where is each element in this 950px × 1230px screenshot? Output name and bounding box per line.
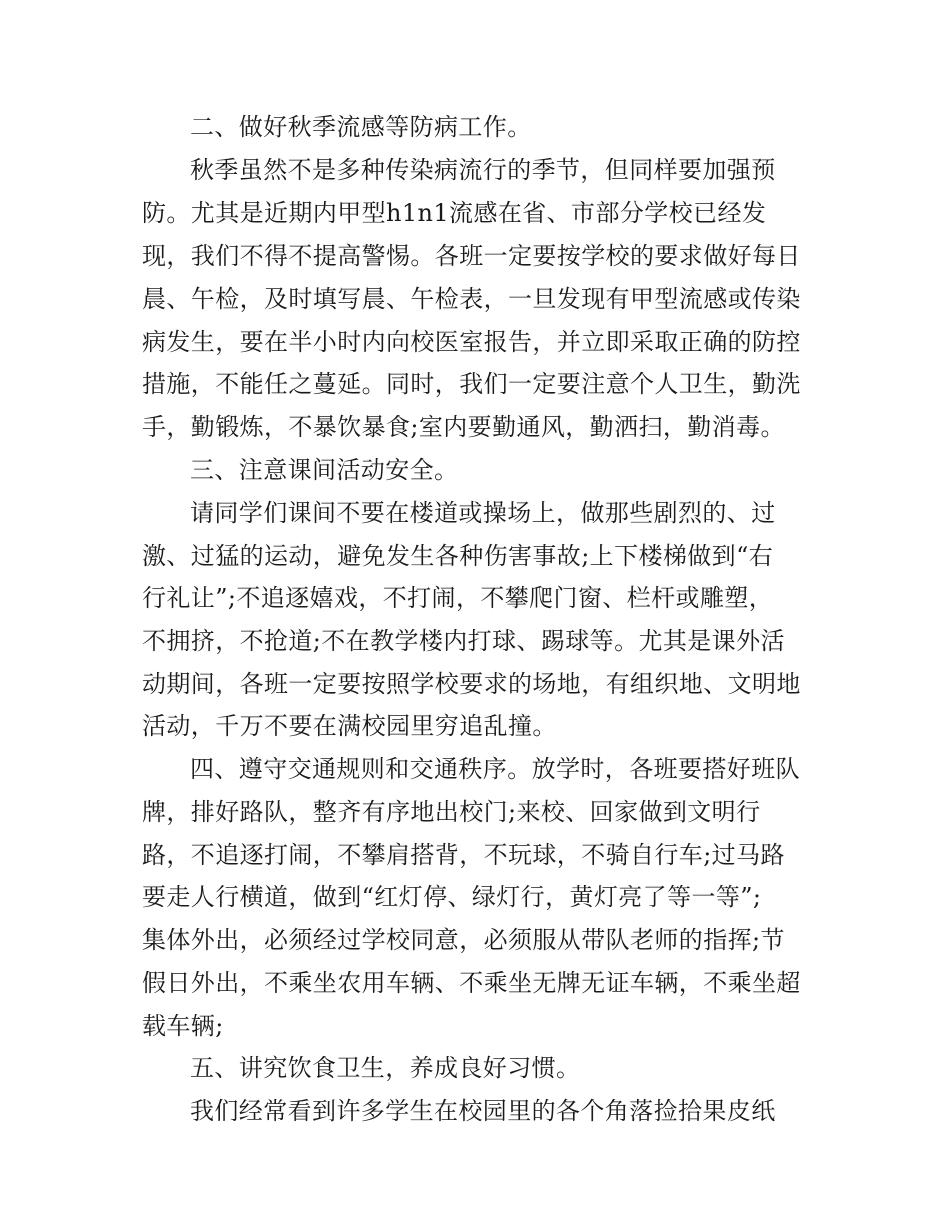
paragraph-line: 防。尤其是近期内甲型h1n1流感在省、市部分学校已经发	[142, 199, 767, 227]
paragraph-line: 我们经常看到许多学生在校园里的各个角落捡拾果皮纸	[190, 1097, 776, 1125]
paragraph-line: 不拥挤，不抢道;不在教学楼内打球、踢球等。尤其是课外活	[142, 627, 785, 655]
paragraph-line: 请同学们课间不要在楼道或操场上，做那些剧烈的、过	[190, 499, 776, 527]
heading-section-4: 四、遵守交通规则和交通秩序。放学时，各班要搭好班队	[190, 755, 800, 783]
paragraph-line: 行礼让”;不追逐嬉戏，不打闹，不攀爬门窗、栏杆或雕塑，	[142, 584, 774, 612]
paragraph-line: 要走人行横道，做到“红灯停、绿灯行，黄灯亮了等一等”;	[142, 883, 762, 911]
paragraph-line: 集体外出，必须经过学校同意，必须服从带队老师的指挥;节	[142, 926, 785, 954]
heading-section-3: 三、注意课间活动安全。	[190, 456, 459, 484]
paragraph-line: 激、过猛的运动，避免发生各种伤害事故;上下楼梯做到“右	[142, 542, 774, 570]
paragraph-line: 路，不追逐打闹，不攀肩搭背，不玩球，不骑自行车;过马路	[142, 841, 785, 869]
paragraph-line: 假日外出，不乘坐农用车辆、不乘坐无牌无证车辆，不乘坐超	[142, 969, 801, 997]
heading-section-2: 二、做好秋季流感等防病工作。	[190, 113, 532, 141]
heading-section-5: 五、讲究饮食卫生，养成良好习惯。	[190, 1054, 581, 1082]
paragraph-line: 病发生，要在半小时内向校医室报告，并立即采取正确的防控	[142, 328, 801, 356]
paragraph-line: 秋季虽然不是多种传染病流行的季节，但同样要加强预	[190, 156, 776, 184]
paragraph-line: 晨、午检，及时填写晨、午检表，一旦发现有甲型流感或传染	[142, 285, 801, 313]
paragraph-line: 载车辆;	[142, 1012, 224, 1040]
paragraph-line: 现，我们不得不提高警惕。各班一定要按学校的要求做好每日	[142, 242, 801, 270]
paragraph-line: 手，勤锻炼，不暴饮暴食;室内要勤通风，勤洒扫，勤消毒。	[142, 413, 785, 441]
paragraph-line: 动期间，各班一定要按照学校要求的场地，有组织地、文明地	[142, 670, 801, 698]
paragraph-line: 活动，千万不要在满校园里穷追乱撞。	[142, 712, 557, 740]
paragraph-line: 措施，不能任之蔓延。同时，我们一定要注意个人卫生，勤洗	[142, 370, 801, 398]
paragraph-line: 牌，排好路队，整齐有序地出校门;来校、回家做到文明行	[142, 798, 761, 826]
